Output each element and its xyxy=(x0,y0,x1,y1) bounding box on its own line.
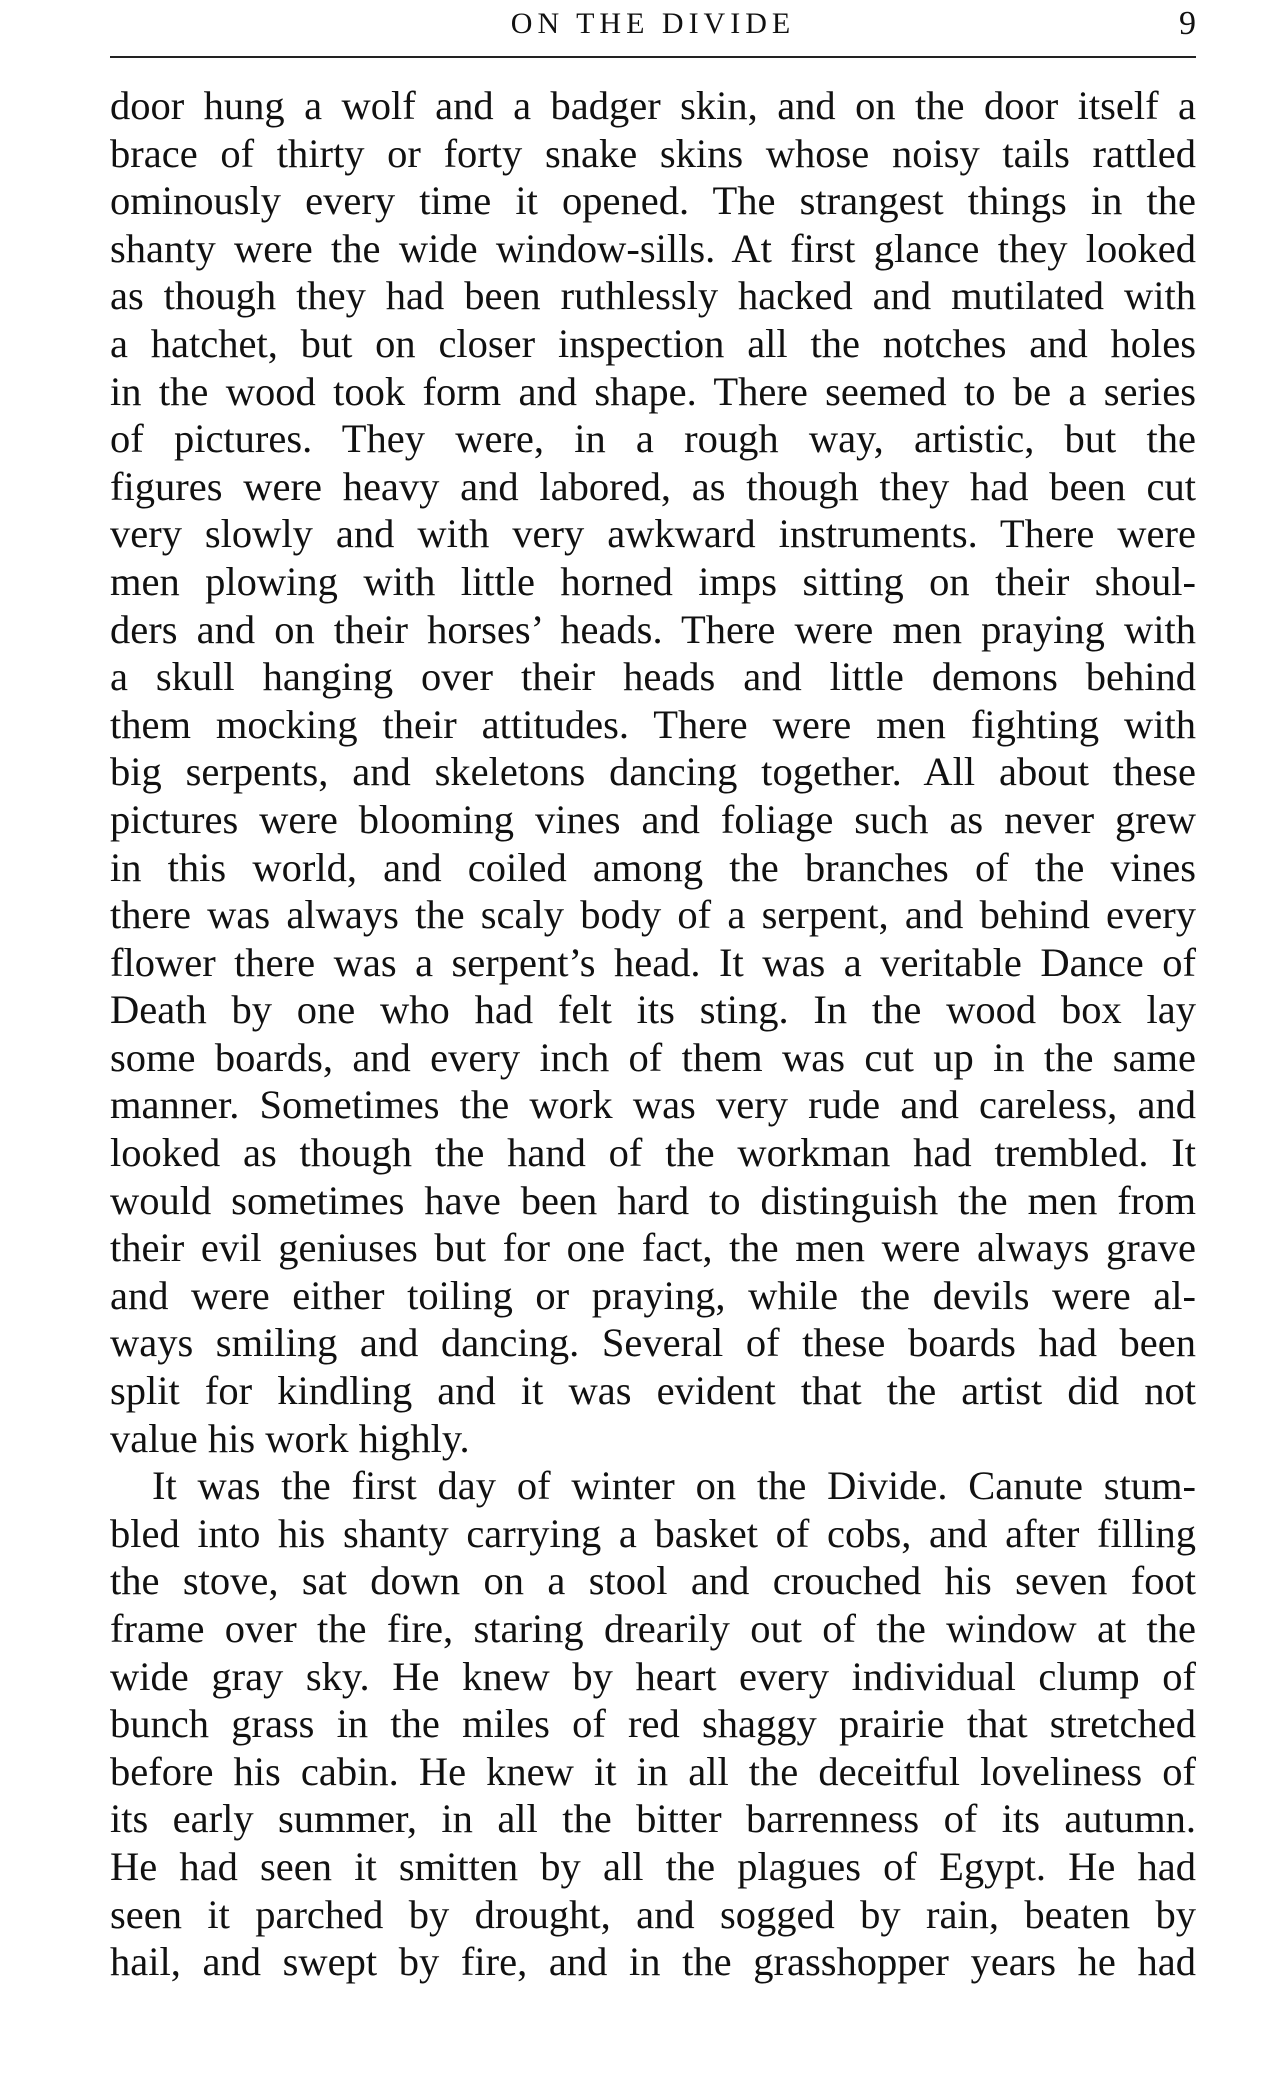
text-line: of pictures. They were, in a rough way, artistic, but the xyxy=(110,416,1196,462)
text-line: the stove, sat down on a stool and crouched his seven foot xyxy=(110,1558,1196,1604)
text-line: a hatchet, but on closer inspection all the notches and holes xyxy=(110,320,1196,366)
text-line: Death by one who had felt its sting. In the wood box lay xyxy=(110,987,1196,1033)
running-title: ON THE DIVIDE xyxy=(510,7,796,40)
body-text xyxy=(110,82,1196,1986)
header-rule xyxy=(110,56,1196,58)
text-line: split for kindling and it was evident that the artist did not xyxy=(110,1368,1196,1414)
text-line: seen it parched by drought, and sogged by rain, beaten by xyxy=(110,1891,1196,1937)
text-line: them mocking their attitudes. There were men fighting with xyxy=(110,701,1196,747)
text-line: manner. Sometimes the work was very rude and careless, and xyxy=(110,1082,1196,1128)
text-line: brace of thirty or forty snake skins whose noisy tails rattled xyxy=(110,130,1196,176)
text-line: bunch grass in the miles of red shaggy prairie that stretched xyxy=(110,1701,1196,1747)
text-line: ominously every time it opened. The strangest things in the xyxy=(110,178,1196,224)
text-line: He had seen it smitten by all the plagues of Egypt. He had xyxy=(110,1843,1196,1889)
paragraph-end-line: value his work highly. xyxy=(110,1415,470,1461)
text-line: and were either toiling or praying, while the devils were al- xyxy=(110,1272,1196,1318)
text-line: some boards, and every inch of them was cut up in the same xyxy=(110,1034,1196,1080)
paragraph-start-line: It was the first day of winter on the Divide. Canute stum- xyxy=(152,1463,1196,1509)
text-line: frame over the fire, staring drearily out of the window at the xyxy=(110,1606,1196,1651)
text-line: in the wood took form and shape. There seemed to be a series xyxy=(110,368,1196,414)
text-line: looked as though the hand of the workman had trembled. It xyxy=(110,1130,1196,1176)
text-line: its early summer, in all the bitter barrenness of its autumn. xyxy=(110,1796,1196,1842)
page-number: 9 xyxy=(1179,5,1196,42)
text-line: ders and on their horses’ heads. There were men praying with xyxy=(110,606,1196,652)
text-line: would sometimes have been hard to distinguish the men from xyxy=(110,1177,1196,1223)
text-line: a skull hanging over their heads and little demons behind xyxy=(110,654,1196,700)
text-line: figures were heavy and labored, as though they had been cut xyxy=(110,463,1196,509)
text-line: flower there was a serpent’s head. It was a veritable Dance of xyxy=(110,939,1196,985)
text-line: door hung a wolf and a badger skin, and on the door itself a xyxy=(110,83,1196,128)
text-line: shanty were the wide window-sills. At first glance they looked xyxy=(110,225,1196,271)
text-line: before his cabin. He knew it in all the deceitful loveliness of xyxy=(110,1748,1196,1794)
text-line: big serpents, and skeletons dancing together. All about these xyxy=(110,749,1196,795)
text-line: hail, and swept by fire, and in the grasshopper years he had xyxy=(110,1939,1196,1985)
text-line: bled into his shanty carrying a basket of cobs, and after filling xyxy=(110,1510,1196,1556)
text-line: men plowing with little horned imps sitting on their shoul- xyxy=(110,558,1196,604)
running-head xyxy=(110,4,1196,52)
text-line: as though they had been ruthlessly hacked and mutilated with xyxy=(110,273,1196,319)
text-line: in this world, and coiled among the branches of the vines xyxy=(110,844,1196,890)
text-line: ways smiling and dancing. Several of these boards had been xyxy=(110,1320,1196,1366)
text-line: wide gray sky. He knew by heart every individual clump of xyxy=(110,1653,1196,1699)
text-line: their evil geniuses but for one fact, the men were always grave xyxy=(110,1225,1196,1271)
text-line: very slowly and with very awkward instruments. There were xyxy=(110,511,1196,557)
text-line: there was always the scaly body of a serpent, and behind every xyxy=(110,892,1196,938)
text-line: pictures were blooming vines and foliage such as never grew xyxy=(110,796,1196,842)
